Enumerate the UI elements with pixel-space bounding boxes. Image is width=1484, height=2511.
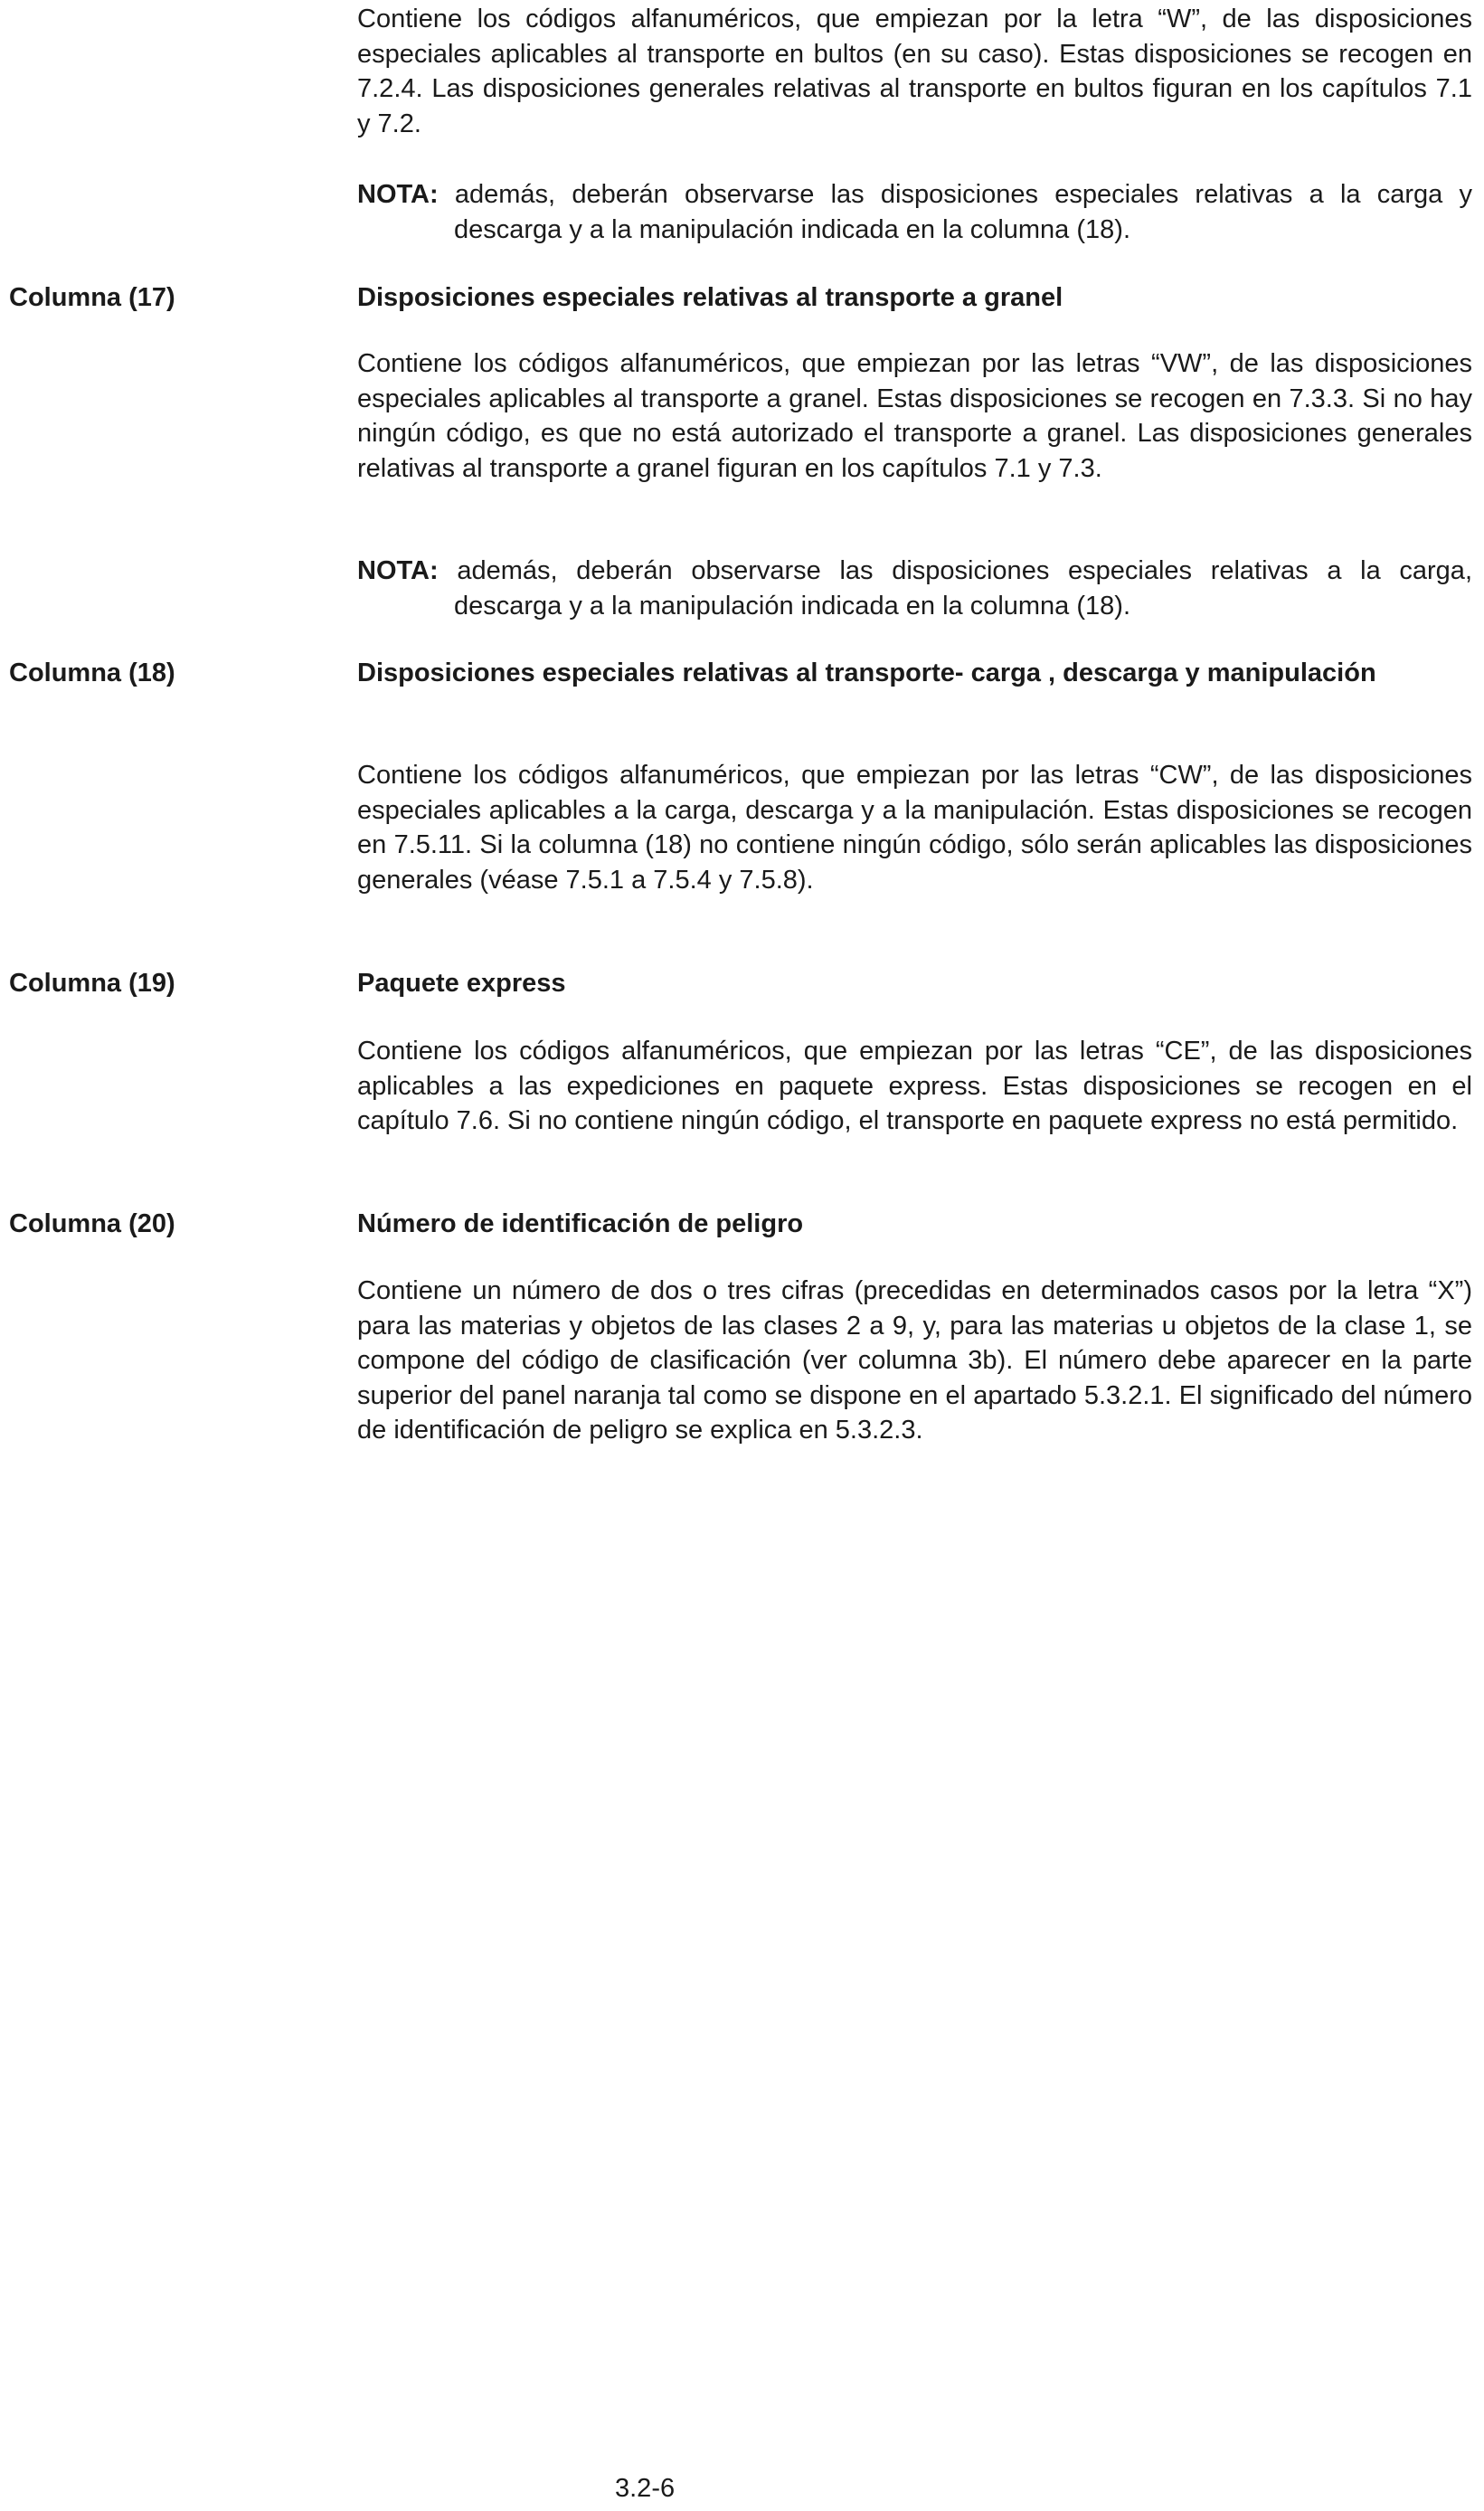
section-paragraph-19: Contiene los códigos alfanuméricos, que empiezan por las letras “CE”, de las disposiciones aplicables a las expediciones en paquete express. Estas disposiciones se recogen en el capítulo 7.6. Si no contiene ningún código, el transporte en paquete express no está permitido. — [357, 1037, 1472, 1135]
nota-text: además, deberán observarse las disposiciones especiales relativas a la carga, descarga y a la manipulación indicada en la columna (18). — [438, 556, 1472, 621]
column-label-20: Columna (20) — [9, 1209, 175, 1238]
section-heading-17: Disposiciones especiales relativas al transporte a granel — [357, 283, 1063, 312]
section-heading-18: Disposiciones especiales relativas al transporte- carga , descarga y manipulación — [357, 659, 1376, 687]
nota-label: NOTA: — [357, 180, 439, 209]
column-label-18: Columna (18) — [9, 659, 175, 687]
section-heading-20: Número de identificación de peligro — [357, 1209, 804, 1238]
column-label-17: Columna (17) — [9, 283, 175, 312]
section-paragraph-18: Contiene los códigos alfanuméricos, que empiezan por las letras “CW”, de las disposiciones especiales aplicables a la carga, descarga y a la manipulación. Estas disposiciones se recogen en 7.5.11. Si la columna (18) no contiene ningún código, sólo serán aplicables las disposiciones generales (véase 7.5.1 a 7.5.4 y 7.5.8). — [357, 761, 1472, 895]
nota-text: además, deberán observarse las disposiciones especiales relativas a la carga y descarga y a la manipulación indicada en la columna (18). — [438, 180, 1472, 244]
intro-paragraph: Contiene los códigos alfanuméricos, que empiezan por la letra “W”, de las disposiciones especiales aplicables al transporte en bultos (en su caso). Estas disposiciones se recogen en 7.2.4. Las disposiciones generales relativas al transporte en bultos figuran en los capítulos 7.1 y 7.2. — [357, 5, 1472, 138]
section-paragraph-17: Contiene los códigos alfanuméricos, que empiezan por las letras “VW”, de las disposiciones especiales aplicables al transporte a granel. Estas disposiciones se recogen en 7.3.3. Si no hay ningún código, es que no está autorizado el transporte a granel. Las disposiciones generales relativas al transporte a granel figuran en los capítulos 7.1 y 7.3. — [357, 349, 1472, 483]
column-label-19: Columna (19) — [9, 969, 175, 998]
section-heading-19: Paquete express — [357, 969, 566, 998]
page-number: 3.2-6 — [615, 2474, 676, 2503]
nota-label: NOTA: — [357, 556, 439, 585]
section-nota-17 — [357, 554, 1472, 623]
section-paragraph-20: Contiene un número de dos o tres cifras (precedidas en determinados casos por la letra “X”) para las materias y objetos de las clases 2 a 9, y, para las materias u objetos de la clase 1, se compone del código de clasificación (ver columna 3b). El número debe aparecer en la parte superior del panel naranja tal como se dispone en el apartado 5.3.2.1. El significado del número de identificación de peligro se explica en 5.3.2.3. — [357, 1276, 1472, 1445]
intro-nota — [357, 177, 1472, 247]
